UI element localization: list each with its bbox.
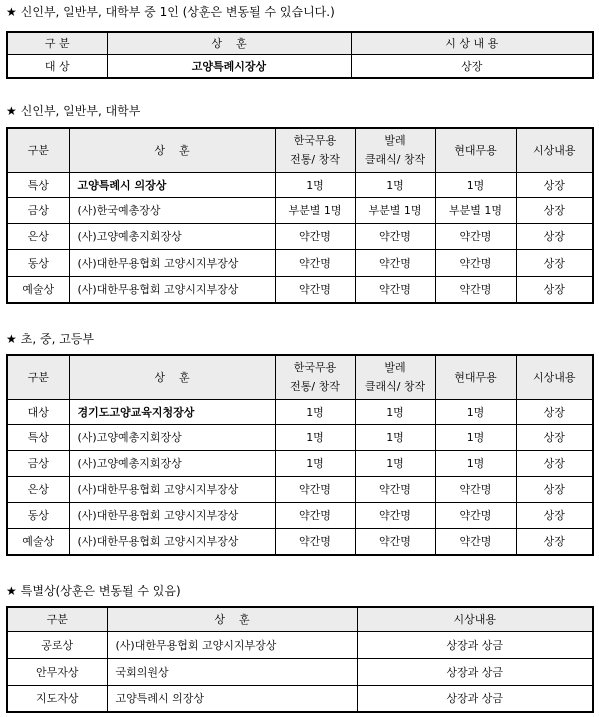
table-row: 특상 고양특례시 의장상 1명 1명 1명 상장: [7, 172, 593, 197]
col-header-korean-dance: 한국무용 전통/ 창작: [275, 355, 355, 399]
table-row: 특상 (사)고양예총지회장상 1명 1명 1명 상장: [7, 424, 593, 450]
col-header-prize: 시상내용: [516, 355, 593, 399]
col-header-prize: 시상내용: [357, 607, 593, 631]
col-header-prize: 시 상 내 용: [351, 32, 593, 54]
table-row: 안무자상 국회의원상 상장과 상금: [7, 658, 593, 685]
table-row: 대상 경기도고양교육지청장상 1명 1명 1명 상장: [7, 399, 593, 424]
table-row: 동상 (사)대한무용협회 고양시지부장상 약간명 약간명 약간명 상장: [7, 502, 593, 528]
col-header-category: 구분: [7, 128, 69, 172]
section-2-title: ★ 신인부, 일반부, 대학부: [6, 104, 141, 118]
table-row: 금상 (사)한국예총장상 부분별 1명 부분별 1명 부분별 1명 상장: [7, 197, 593, 223]
table-row: 예술상 (사)대한무용협회 고양시지부장상 약간명 약간명 약간명 상장: [7, 528, 593, 555]
star-icon: ★: [6, 5, 17, 19]
star-icon: ★: [6, 584, 17, 598]
col-header-category: 구 분: [7, 32, 107, 54]
section-1-title: ★ 신인부, 일반부, 대학부 중 1인 (상훈은 변동될 수 있습니다.): [6, 5, 335, 19]
col-header-modern-dance: 현대무용: [435, 355, 516, 399]
grand-prize-table: [6, 31, 594, 79]
table-row: 은상 (사)대한무용협회 고양시지부장상 약간명 약간명 약간명 상장: [7, 476, 593, 502]
special-awards-table: [6, 606, 594, 713]
section-4-title: ★ 특별상(상훈은 변동될 수 있음): [6, 584, 181, 598]
section-3-title: ★ 초, 중, 고등부: [6, 332, 94, 346]
table-row: 공로상 (사)대한무용협회 고양시지부장상 상장과 상금: [7, 631, 593, 658]
table-row: 금상 (사)고양예총지회장상 1명 1명 1명 상장: [7, 450, 593, 476]
table-row: 예술상 (사)대한무용협회 고양시지부장상 약간명 약간명 약간명 상장: [7, 276, 593, 303]
table-row: 동상 (사)대한무용협회 고양시지부장상 약간명 약간명 약간명 상장: [7, 249, 593, 276]
col-header-award: 상 훈: [69, 355, 275, 399]
adult-awards-table: [6, 127, 594, 304]
col-header-modern-dance: 현대무용: [435, 128, 516, 172]
col-header-category: 구분: [7, 355, 69, 399]
col-header-category: 구분: [7, 607, 107, 631]
col-header-award: 상 훈: [107, 607, 357, 631]
star-icon: ★: [6, 332, 17, 346]
table-row: 대 상 고양특례시장상 상장: [7, 54, 593, 78]
youth-awards-table: [6, 354, 594, 556]
col-header-ballet: 발레 클래식/ 창작: [355, 128, 435, 172]
col-header-award: 상 훈: [107, 32, 351, 54]
col-header-korean-dance: 한국무용 전통/ 창작: [275, 128, 355, 172]
star-icon: ★: [6, 104, 17, 118]
table-row: 은상 (사)고양예총지회장상 약간명 약간명 약간명 상장: [7, 223, 593, 249]
col-header-prize: 시상내용: [516, 128, 593, 172]
col-header-ballet: 발레 클래식/ 창작: [355, 355, 435, 399]
table-row: 지도자상 고양특례시 의장상 상장과 상금: [7, 685, 593, 712]
col-header-award: 상 훈: [69, 128, 275, 172]
